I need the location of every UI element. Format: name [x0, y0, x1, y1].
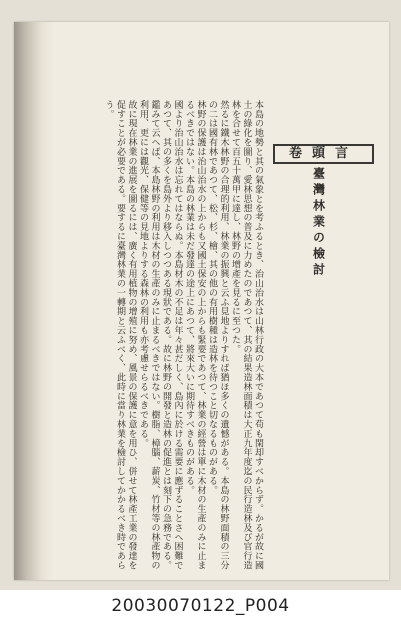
- paragraph: 然るに鐵木林野の合理的利用、林業の振興と云ふ見地よりすれば猶ほ多くの遺憾がある。本島の林野面積の三分の二は國有林であつて、松、杉、檜、其の他の有用樹種は造林を待つこと切なるものがある。: [206, 100, 229, 570]
- paragraph: 國より治山治水は忘れてはならぬ。本島材木の不足は年々甚だしく、島內に於ける需要に應ずることさへ困難であつて、其の多くを島外より移入しつつある現狀である。故に林野の開發と造林の促進とは刻下の急務である。: [160, 100, 183, 570]
- paragraph: 林野の保護は治山治水の上からも又國土保安の上からも緊要であつて、林業の經營は單に木材の生產のみに止まるべきではない。本島の林業は未だ發達の途上にあつて、將來大いに期待すべきものがある。: [183, 100, 206, 570]
- paragraph: 故に現在林業の進展を圖るには、廣く有用植物の增殖に努め、風景の保護に意を用ひ、併せて林產工業の發達を促すことが必要である。要するに臺灣林業の一轉期と云ふべく、此時に當り林業を檢討してかかるべき時であらう。: [103, 100, 137, 570]
- paragraph: 鑑みて云へば、本島林野の利用は木材の生產のみに止まるべきではない。樹脂、樟腦、薪炭、竹材等の林產物の利用、更には觀光、保健等の見地よりする森林の利用も亦考慮せらるべきである。: [137, 100, 160, 570]
- section-heading: 卷頭言: [273, 144, 374, 164]
- book-page: [14, 22, 389, 580]
- page-gutter-shadow: [14, 22, 54, 580]
- vertical-text-block: [74, 100, 374, 570]
- image-caption: 20030070122_P004: [111, 596, 290, 616]
- article-title: 臺灣林業の檢討: [311, 166, 326, 279]
- paragraph: 本島の地勢と其の氣象とを考ふるとき、治山治水は山林行政の大本であつて苟も閑却すべからず。かるが故に國土の綠化を圖り、愛林思想の普及に力めたのであつて、其の結果造林面積は大正九年度迄の民行造林及び官行造林を合せて百五十萬甲に達し、林野の增產を見るに至つた。: [229, 100, 263, 570]
